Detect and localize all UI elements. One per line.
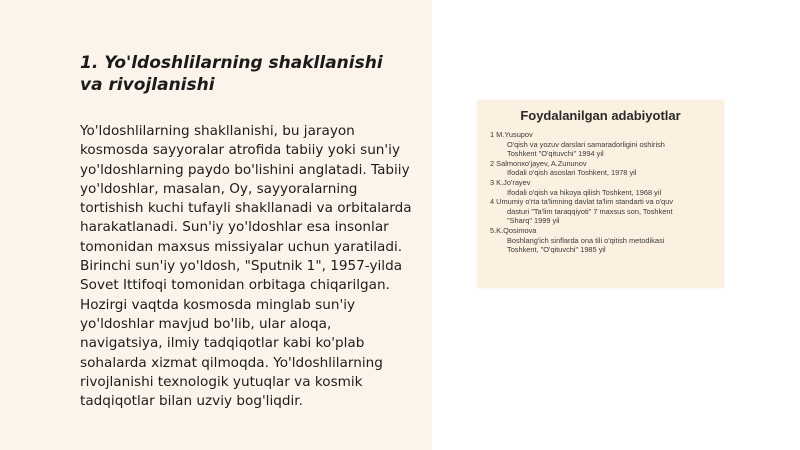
reference-detail: dasturi "Ta'lim taraqqiyoti" 7 maxsus son, Toshkent: [507, 206, 673, 216]
section-body-text: Yo'ldoshlilarning shakllanishi, bu jarayon kosmosda sayyoralar atrofida tabiiy yoki sun'iy yo'ldoshlarning paydo bo'lishini anglatadi. Tabiiy yo'ldoshlar, masalan, Oy, sayyoralarning tortishish kuchi tufayli shakllanadi va orbitalarda harakatlanadi. Sun'iy yo'ldoshlar esa insonlar tomonidan maxsus missiyalar uchun yaratiladi. Birinchi sun'iy yo'ldosh, "Sputnik 1", 1957-yilda Sovet Ittifoqi tomonidan orbitaga chiqarilgan. Hozirgi vaqtda kosmosda minglab sun'iy yo'ldoshlar mavjud bo'lib, ular aloqa, navigatsiya, ilmiy tadqiqotlar kabi ko'plab sohalarda xizmat qilmoqda. Yo'ldoshlilarning rivojlanishi texnologik yutuqlar va kosmik tadqiqotlar bilan uzviy bog'liqdir.: [80, 123, 412, 410]
reference-detail: O'qish va yozuv darslari samaradorligini oshirish: [507, 139, 665, 149]
reference-author: 3 K.Jo'rayev: [490, 177, 531, 187]
reference-item: [490, 197, 718, 226]
reference-author: 1 M.Yusupov: [490, 130, 533, 139]
section-heading: 1. Yo'ldoshlilarning shakllanishi va rivojlanishi: [80, 53, 383, 95]
reference-detail: Toshkent, "O'qituvchi" 1985 yil: [507, 245, 606, 255]
reference-item: [490, 130, 718, 159]
reference-author: 2 Salmonxo'jayev, A.Zununov: [490, 158, 587, 168]
references-title: Foydalanilgan adabiyotlar: [520, 108, 681, 123]
reference-item: [490, 226, 718, 255]
reference-author: 5.K.Qosimova: [490, 225, 537, 235]
reference-detail: Ifodali o'qish asoslari Toshkent, 1978 yil: [507, 168, 637, 178]
reference-detail: "Sharq" 1999 yil: [507, 216, 560, 226]
reference-item: [490, 178, 718, 197]
reference-author: 4 Umumiy o'rta ta'limning davlat ta'lim standarti va o'quv: [490, 197, 674, 207]
reference-detail: Boshlang'ich sinflarda ona tili o'qitish metodikasi: [507, 235, 665, 245]
references-list: [490, 130, 718, 255]
reference-detail: Toshkent "O'qituvchi" 1994 yil: [507, 149, 604, 159]
references-image: [477, 100, 724, 288]
reference-item: [490, 159, 718, 178]
reference-detail: Ifodali o'qish va hikoya qilish Toshkent, 1968 yil: [507, 187, 662, 197]
